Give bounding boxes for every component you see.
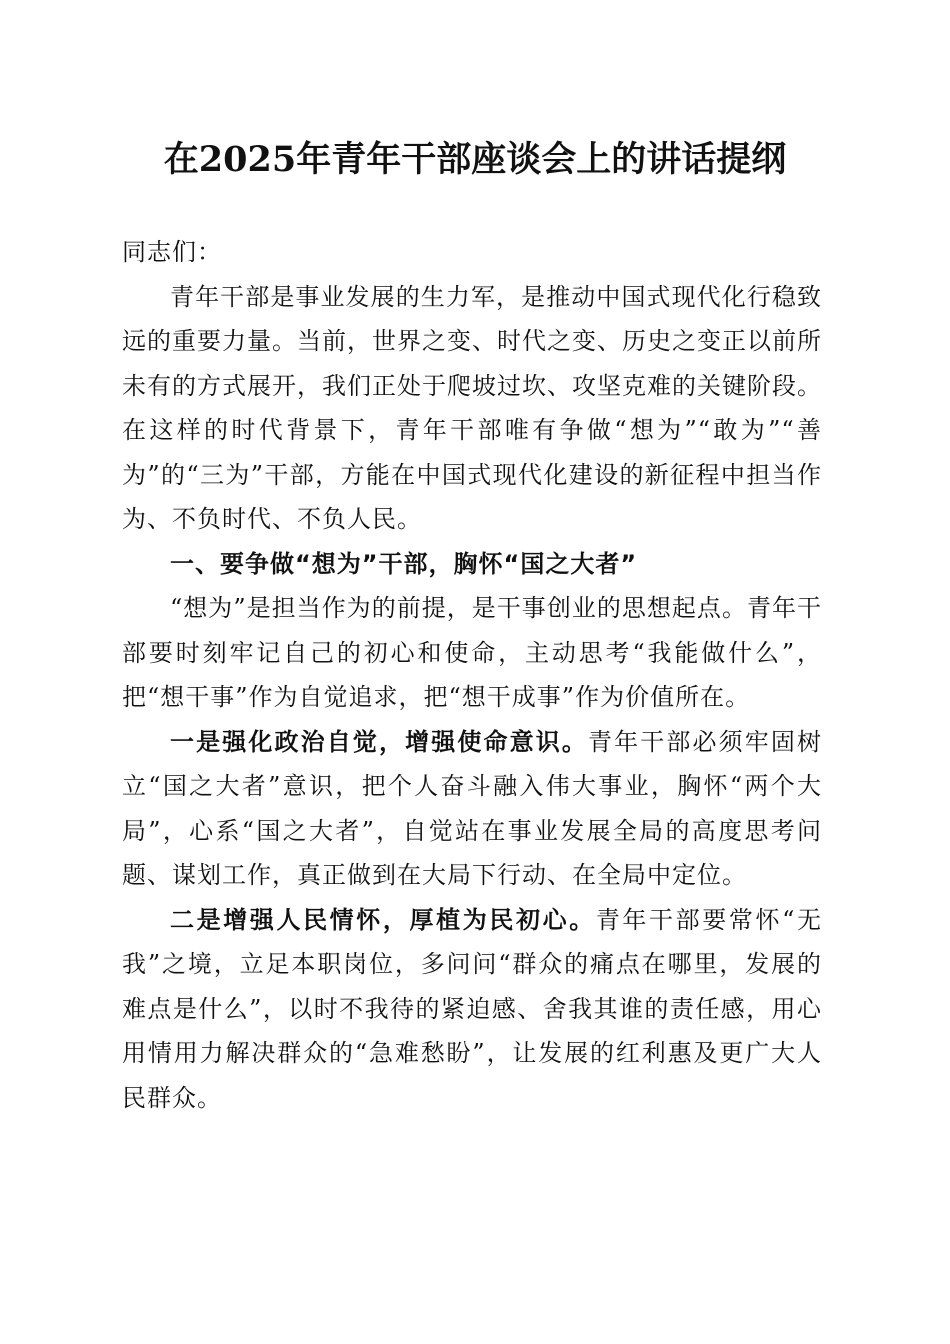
point-2-paragraph [122,898,822,1121]
point-1-text: 青年干部必须牢固树立“国之大者”意识，把个人奋斗融入伟大事业，胸怀“两个大局”，心系“国之大者”，自觉站在事业发展全局的高度思考问题、谋划工作，真正做到在大局下行动、在全局中定位。 [122,727,822,889]
document-body [122,230,822,1120]
point-1-paragraph [122,720,822,898]
document-title: 在2025年青年干部座谈会上的讲话提纲 [163,139,787,180]
section-1-intro-paragraph: “想为”是担当作为的前提，是干事创业的思想起点。青年干部要时刻牢记自己的初心和使命，主动思考“我能做什么”，把“想干事”作为自觉追求，把“想干成事”作为价值所在。 [122,594,822,711]
point-2-text: 青年干部要常怀“无我”之境，立足本职岗位，多问问“群众的痛点在哪里，发展的难点是什么”，以时不我待的紧迫感、舍我其谁的责任感，用心用情用力解决群众的“急难愁盼”，让发展的红利惠及更广大人民群众。 [122,905,822,1112]
section-heading-1: 一、要争做“想为”干部，胸怀“国之大者” [170,549,638,578]
point-2-lead: 二是增强人民情怀，厚植为民初心。 [170,904,596,934]
intro-paragraph: 青年干部是事业发展的生力军，是推动中国式现代化行稳致远的重要力量。当前，世界之变、时代之变、历史之变正以前所未有的方式展开，我们正处于爬坡过坎、攻坚克难的关键阶段。在这样的时代背景下，青年干部唯有争做“想为”“敢为”“善为”的“三为”干部，方能在中国式现代化建设的新征程中担当作为、不负时代、不负人民。 [122,282,822,533]
salutation: 同志们： [122,238,222,266]
point-1-lead: 一是强化政治自觉，增强使命意识。 [170,726,588,756]
